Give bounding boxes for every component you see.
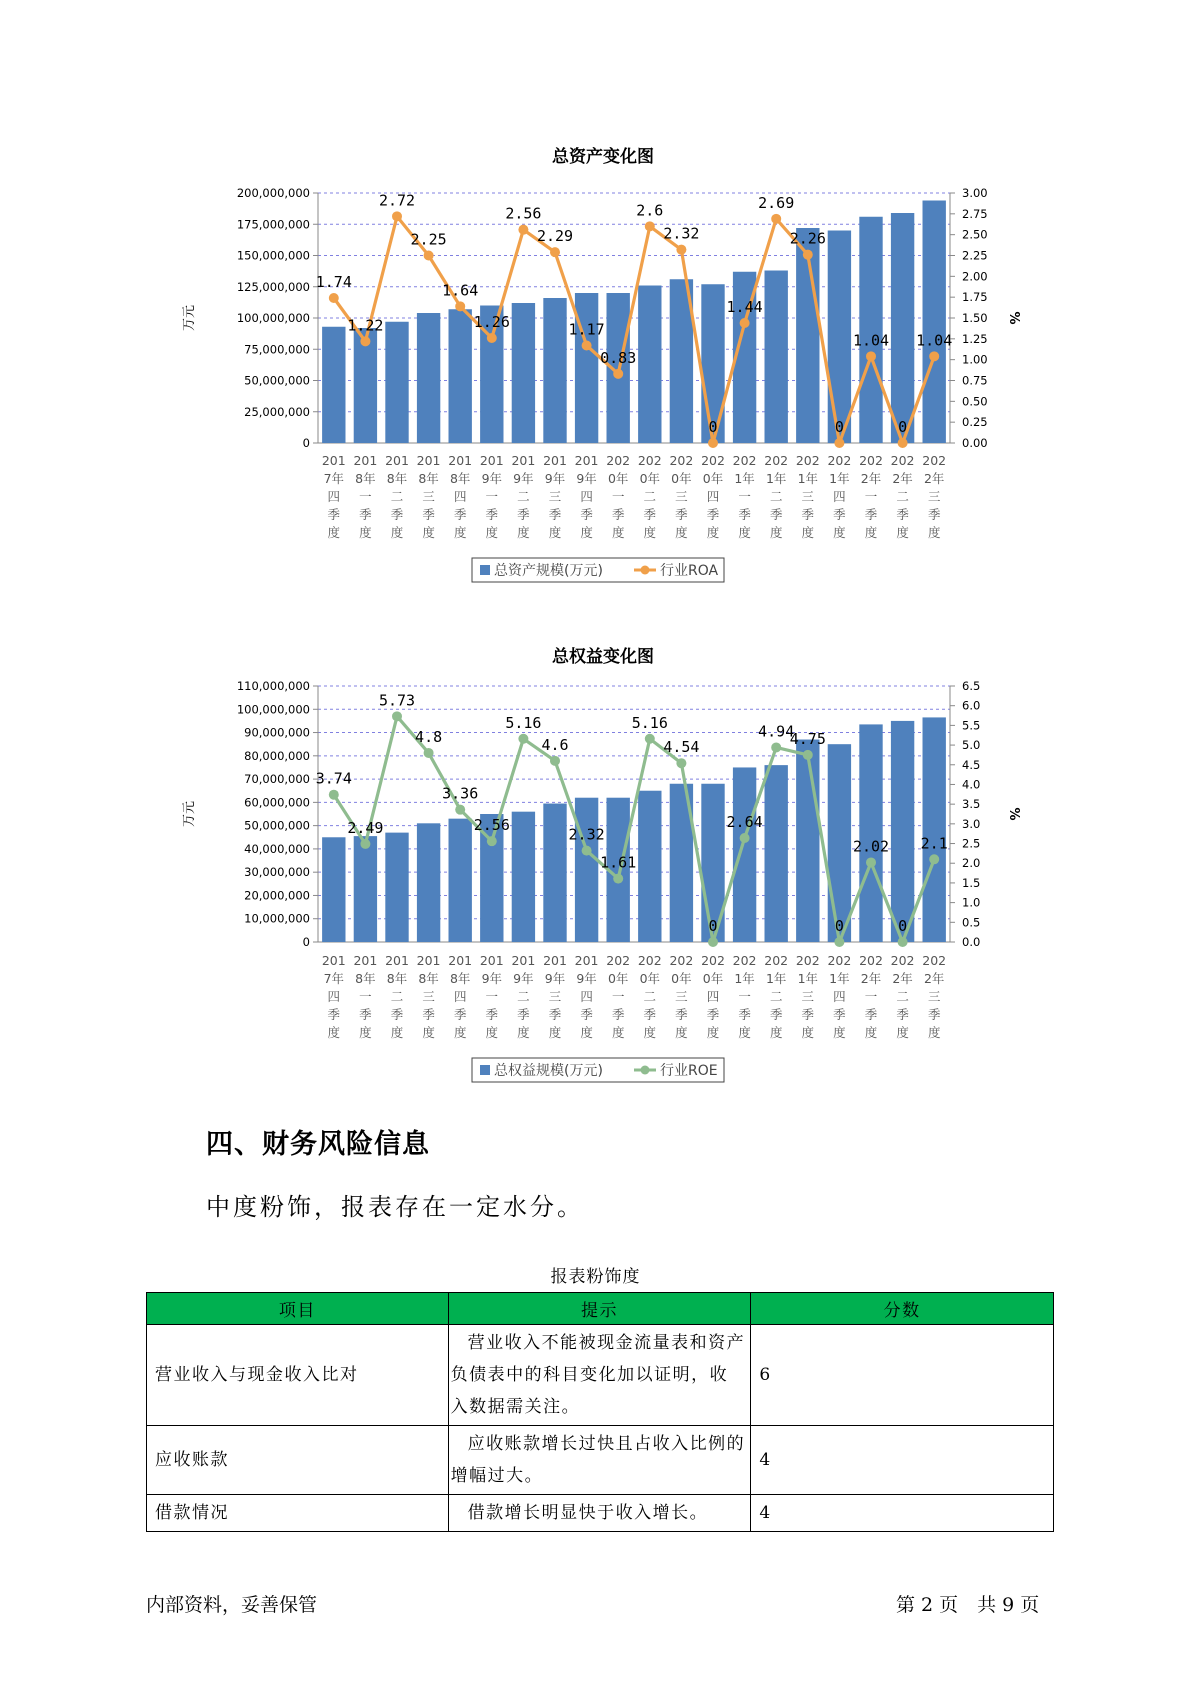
- x-tick-label: 202 1年二季度: [764, 953, 789, 1040]
- data-label: 1.26: [473, 313, 510, 331]
- data-label: 2.56: [505, 204, 542, 223]
- legend: [472, 1058, 724, 1082]
- y-tick-label: 0: [302, 935, 310, 949]
- line-point: [487, 836, 497, 846]
- table-caption: 报表粉饰度: [550, 1267, 641, 1287]
- data-label: 2.49: [347, 818, 384, 837]
- right-tick-label: 1.0: [962, 895, 981, 910]
- x-tick-label: 201 9年三季度: [543, 953, 567, 1040]
- legend-line-marker: [641, 1066, 650, 1075]
- data-label: 1.04: [852, 331, 890, 350]
- data-label: 1.64: [442, 281, 479, 300]
- line-point: [329, 790, 339, 800]
- line-point: [550, 756, 560, 766]
- row-hint: 借款增长明显快于收入增长。: [448, 1495, 751, 1532]
- data-label: 2.32: [568, 825, 605, 844]
- right-axis-label: %: [1006, 807, 1021, 821]
- x-tick-label: 202 0年四季度: [701, 453, 725, 540]
- bar: [859, 724, 882, 942]
- x-tick-label: 201 8年四季度: [448, 953, 473, 1040]
- bar: [920, 717, 948, 942]
- x-tick-label: 202 0年三季度: [669, 453, 694, 540]
- right-tick-label: 2.00: [962, 269, 988, 284]
- x-tick-label: 202 1年三季度: [795, 453, 820, 540]
- line-point: [771, 742, 781, 752]
- y-tick-label: 100,000,000: [236, 702, 310, 717]
- page-total: 9: [1002, 1594, 1015, 1616]
- line-point: [708, 937, 718, 947]
- section-title: 四、财务风险信息: [206, 1129, 430, 1160]
- row-item: 营业收入与现金收入比对: [147, 1325, 449, 1426]
- table-row: [147, 1495, 1054, 1532]
- header-score: 分数: [751, 1293, 1054, 1325]
- data-label: 2.26: [789, 229, 826, 248]
- row-score: 4: [751, 1426, 1054, 1495]
- data-label: 1.44: [726, 298, 763, 316]
- x-tick-label: 201 8年四季度: [448, 453, 473, 540]
- right-tick-label: 0.5: [962, 915, 981, 930]
- bar: [765, 765, 788, 942]
- x-tick-label: 202 1年三季度: [795, 953, 820, 1040]
- bar: [512, 812, 535, 942]
- x-tick-label: 202 0年二季度: [637, 453, 662, 540]
- right-tick-label: 2.25: [962, 248, 988, 263]
- right-tick-label: 1.00: [962, 352, 988, 367]
- right-tick-label: 0.25: [962, 415, 988, 430]
- line-point: [518, 734, 528, 744]
- line-point: [929, 854, 939, 864]
- x-tick-label: 201 8年三季度: [416, 953, 441, 1040]
- bar: [354, 836, 377, 942]
- right-tick-label: 3.0: [962, 816, 981, 831]
- data-label: 0: [708, 917, 718, 935]
- line-point: [676, 758, 686, 768]
- y-tick-label: 10,000,000: [244, 911, 310, 926]
- bar: [828, 744, 851, 942]
- line-point: [392, 711, 402, 721]
- left-axis-label: 万元: [182, 800, 197, 828]
- line-point: [582, 846, 592, 856]
- right-tick-label: 5.5: [962, 718, 981, 733]
- row-item: 应收账款: [147, 1426, 449, 1495]
- data-label: 3.74: [315, 769, 352, 788]
- x-tick-label: 202 2年三季度: [922, 953, 947, 1040]
- x-tick-label: 201 7年四季度: [321, 953, 346, 1040]
- bar: [322, 837, 345, 942]
- right-tick-label: 0.50: [962, 394, 988, 409]
- x-tick-label: 202 0年一季度: [606, 953, 631, 1040]
- data-label: 2.72: [378, 191, 416, 210]
- x-tick-label: 202 1年四季度: [827, 453, 852, 540]
- data-label: 1.61: [600, 853, 637, 872]
- data-label: 1.17: [568, 320, 605, 339]
- data-label: 3.36: [442, 784, 479, 803]
- y-tick-label: 50,000,000: [244, 373, 310, 388]
- y-tick-label: 90,000,000: [244, 725, 310, 740]
- line-point: [834, 937, 844, 947]
- line-point: [613, 874, 623, 884]
- data-label: 2.32: [663, 224, 700, 243]
- y-tick-label: 100,000,000: [236, 311, 310, 325]
- x-tick-label: 202 0年四季度: [701, 953, 725, 1040]
- header-hint: 提示: [448, 1293, 751, 1325]
- x-tick-label: 201 8年一季度: [353, 453, 378, 540]
- legend-bar-label: 总资产规模(万元): [494, 563, 603, 579]
- data-label: 0: [898, 418, 908, 436]
- y-tick-label: 30,000,000: [244, 865, 310, 880]
- line-point: [898, 937, 908, 947]
- right-tick-label: 0.0: [962, 935, 981, 949]
- x-tick-label: 202 0年二季度: [637, 953, 662, 1040]
- line-point: [866, 857, 876, 867]
- y-tick-label: 70,000,000: [244, 772, 310, 787]
- right-tick-label: 4.0: [962, 777, 981, 792]
- data-label: 2.29: [536, 227, 574, 246]
- data-label: 2.56: [473, 816, 510, 835]
- chart-title: 总权益变化图: [552, 647, 654, 667]
- y-tick-label: 25,000,000: [244, 404, 310, 419]
- x-tick-label: 201 9年二季度: [511, 953, 536, 1040]
- bar: [891, 721, 914, 942]
- right-tick-label: 2.0: [962, 856, 981, 871]
- bar: [638, 791, 661, 942]
- data-label: 1.04: [916, 331, 953, 350]
- data-label: 2.1: [920, 834, 948, 853]
- x-tick-label: 202 0年三季度: [669, 953, 694, 1040]
- x-tick-label: 202 1年二季度: [764, 453, 789, 540]
- footer-page-number: [896, 1590, 1045, 1617]
- x-tick-label: 201 9年四季度: [574, 953, 599, 1040]
- x-tick-label: 202 2年二季度: [890, 453, 915, 540]
- x-tick-label: 201 9年二季度: [511, 453, 536, 540]
- y-tick-label: 0: [302, 436, 310, 450]
- x-tick-label: 202 2年三季度: [922, 453, 947, 540]
- right-tick-label: 3.00: [962, 186, 988, 200]
- data-label: 2.6: [636, 201, 664, 220]
- table-row: [147, 1426, 1054, 1495]
- page-current: 2: [921, 1594, 934, 1616]
- data-label: 0: [834, 418, 844, 436]
- line-point: [455, 805, 465, 815]
- data-label: 5.73: [378, 691, 416, 710]
- row-hint: 应收账款增长过快且占收入比例的增幅过大。: [448, 1426, 751, 1495]
- y-tick-label: 200,000,000: [236, 186, 310, 200]
- x-tick-label: 201 8年二季度: [385, 953, 409, 1040]
- right-tick-label: 1.75: [962, 290, 988, 305]
- x-tick-label: 201 8年三季度: [416, 453, 441, 540]
- page-mid: 页 共: [939, 1594, 997, 1616]
- page-suffix: 页: [1020, 1594, 1040, 1616]
- bar: [575, 798, 598, 942]
- table-header-row: [147, 1293, 1054, 1325]
- header-item: 项目: [147, 1293, 449, 1325]
- legend-line-label: 行业ROE: [660, 1063, 718, 1079]
- data-label: 2.69: [758, 193, 795, 212]
- x-tick-label: 201 9年四季度: [574, 453, 599, 540]
- right-tick-label: 6.0: [962, 698, 981, 713]
- right-tick-label: 3.5: [962, 797, 981, 812]
- legend-bar-swatch: [480, 1065, 490, 1075]
- x-tick-label: 201 8年一季度: [353, 953, 378, 1040]
- data-label: 1.74: [315, 273, 352, 291]
- data-label: 1.22: [347, 316, 384, 335]
- footer-confidential-note: 内部资料，妥善保管: [146, 1594, 318, 1616]
- y-tick-label: 125,000,000: [236, 279, 310, 294]
- right-tick-label: 6.5: [962, 679, 981, 693]
- data-label: 4.75: [789, 729, 826, 748]
- bar: [796, 740, 819, 942]
- row-item: 借款情况: [147, 1495, 449, 1532]
- x-tick-label: 202 2年一季度: [859, 453, 883, 540]
- data-label: 0: [708, 418, 718, 436]
- table-row: [147, 1325, 1054, 1426]
- row-hint: 营业收入不能被现金流量表和资产负债表中的科目变化加以证明，收入数据需关注。: [448, 1325, 751, 1426]
- x-tick-label: 202 2年二季度: [890, 953, 915, 1040]
- legend-bar-label: 总权益规模(万元): [494, 1063, 603, 1079]
- x-tick-label: 202 1年一季度: [732, 953, 757, 1040]
- y-tick-label: 175,000,000: [236, 217, 310, 232]
- page-prefix: 第: [896, 1594, 916, 1616]
- x-tick-label: 201 8年二季度: [385, 453, 409, 540]
- bar: [385, 833, 408, 942]
- bar: [417, 823, 440, 942]
- right-tick-label: 2.5: [962, 836, 981, 851]
- data-label: 0: [898, 917, 908, 935]
- x-tick-label: 202 1年四季度: [827, 953, 852, 1040]
- row-score: 6: [751, 1325, 1054, 1426]
- x-tick-label: 201 7年四季度: [321, 453, 346, 540]
- y-tick-label: 60,000,000: [244, 795, 310, 810]
- report-whitewash-table: [146, 1292, 1054, 1532]
- data-label: 4.6: [541, 735, 569, 754]
- line-point: [424, 748, 434, 758]
- data-label: 0: [834, 917, 844, 935]
- section-paragraph: 中度粉饰，报表存在一定水分。: [206, 1193, 584, 1221]
- y-tick-label: 40,000,000: [244, 841, 310, 856]
- line-point: [803, 750, 813, 760]
- right-tick-label: 0.00: [962, 436, 988, 450]
- data-label: 4.8: [415, 727, 443, 746]
- bar: [543, 804, 566, 942]
- y-tick-label: 110,000,000: [236, 679, 310, 693]
- right-tick-label: 2.75: [962, 206, 988, 221]
- y-tick-label: 75,000,000: [244, 342, 310, 357]
- y-tick-label: 20,000,000: [244, 888, 310, 903]
- x-tick-label: 202 2年一季度: [859, 953, 883, 1040]
- row-score: 4: [751, 1495, 1054, 1532]
- data-label: 0.83: [600, 348, 637, 367]
- x-tick-label: 202 0年一季度: [606, 453, 631, 540]
- right-tick-label: 0.75: [962, 373, 988, 388]
- legend-line-label: 行业ROA: [660, 563, 719, 579]
- right-tick-label: 2.50: [962, 227, 988, 242]
- x-tick-label: 201 9年三季度: [543, 453, 567, 540]
- x-tick-label: 201 9年一季度: [479, 953, 504, 1040]
- right-tick-label: 5.0: [962, 738, 981, 753]
- y-tick-label: 50,000,000: [244, 818, 310, 833]
- chart-title: 总资产变化图: [552, 147, 654, 167]
- y-tick-label: 150,000,000: [236, 248, 310, 263]
- x-tick-label: 202 1年一季度: [732, 453, 757, 540]
- line-point: [740, 833, 750, 843]
- data-label: 4.94: [758, 722, 795, 741]
- data-label: 2.64: [726, 813, 763, 832]
- right-tick-label: 1.25: [962, 331, 988, 346]
- y-tick-label: 80,000,000: [244, 748, 310, 763]
- data-label: 5.16: [505, 713, 542, 732]
- right-axis-label: %: [1006, 311, 1021, 325]
- bar: [449, 819, 472, 942]
- data-label: 2.25: [410, 230, 447, 249]
- x-tick-label: 201 9年一季度: [479, 453, 504, 540]
- data-label: 2.02: [852, 837, 890, 856]
- data-label: 4.54: [663, 738, 700, 757]
- bar: [733, 767, 756, 942]
- line-point: [645, 734, 655, 744]
- right-tick-label: 1.50: [962, 311, 988, 325]
- right-tick-label: 1.5: [962, 875, 981, 890]
- left-axis-label: 万元: [182, 304, 197, 332]
- data-label: 5.16: [631, 713, 668, 732]
- line-point: [360, 839, 370, 849]
- right-tick-label: 4.5: [962, 757, 981, 772]
